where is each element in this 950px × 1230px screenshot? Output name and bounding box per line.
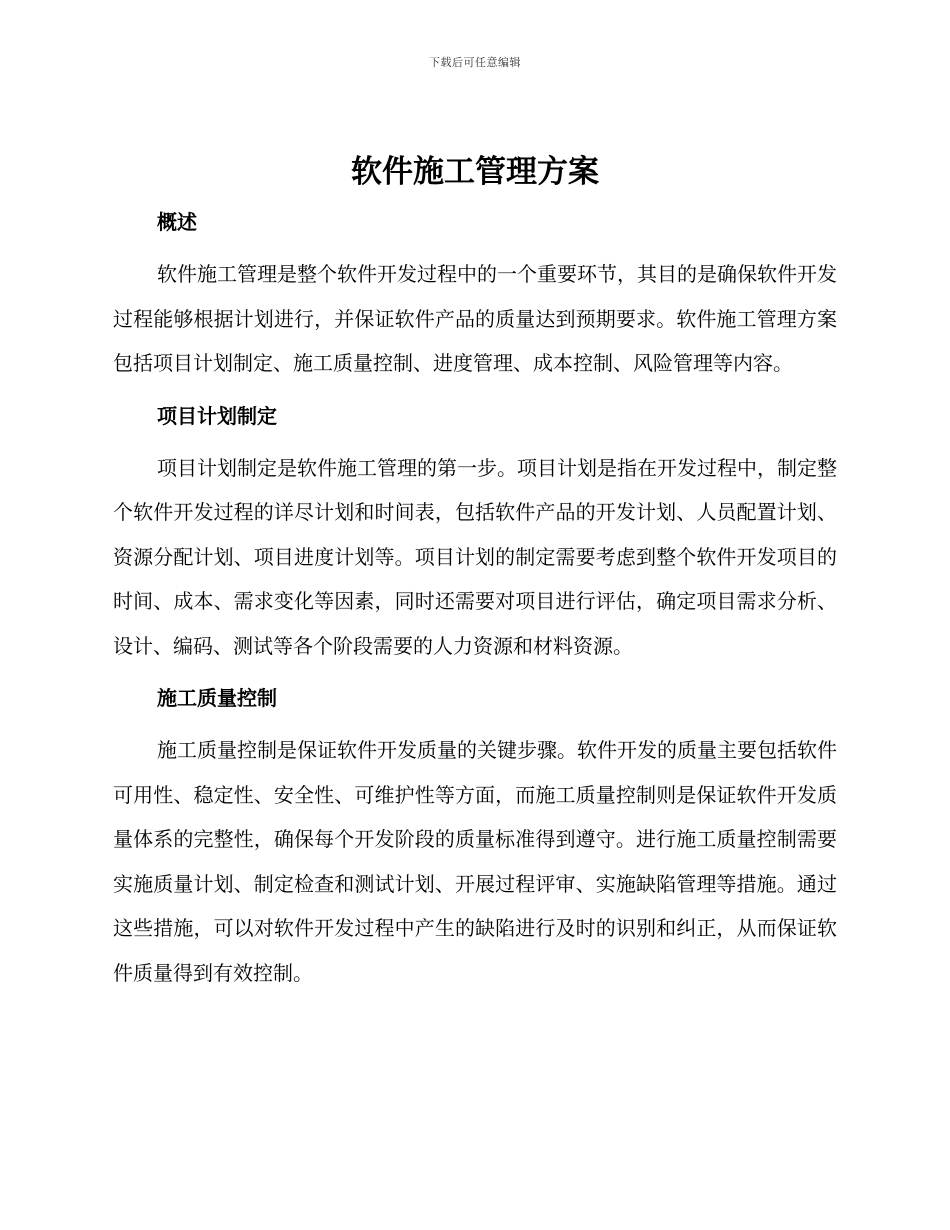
section-paragraph-quality-control: 施工质量控制是保证软件开发质量的关键步骤。软件开发的质量主要包括软件可用性、稳定性、安全性、可维护性等方面，而施工质量控制则是保证软件开发质量体系的完整性，确保每个开发阶段的质量标准得到遵守。进行施工质量控制需要实施质量计划、制定检查和测试计划、开展过程评审、实施缺陷管理等措施。通过这些措施，可以对软件开发过程中产生的缺陷进行及时的识别和纠正，从而保证软件质量得到有效控制。 <box>113 738 837 985</box>
section-quality-control <box>113 676 837 995</box>
header-note: 下载后可任意编辑 <box>429 56 521 69</box>
section-overview <box>113 200 837 386</box>
section-paragraph-overview: 软件施工管理是整个软件开发过程中的一个重要环节，其目的是确保软件开发过程能够根据计划进行，并保证软件产品的质量达到预期要求。软件施工管理方案包括项目计划制定、施工质量控制、进度管理、成本控制、风险管理等内容。 <box>113 262 837 375</box>
document-title: 软件施工管理方案 <box>351 154 599 190</box>
document-body <box>113 200 837 995</box>
section-heading-quality-control: 施工质量控制 <box>157 686 277 710</box>
section-paragraph-project-planning: 项目计划制定是软件施工管理的第一步。项目计划是指在开发过程中，制定整个软件开发过程的详尽计划和时间表，包括软件产品的开发计划、人员配置计划、资源分配计划、项目进度计划等。项目计划的制定需要考虑到整个软件开发项目的时间、成本、需求变化等因素，同时还需要对项目进行评估，确定项目需求分析、设计、编码、测试等各个阶段需要的人力资源和材料资源。 <box>113 455 837 658</box>
section-heading-overview: 概述 <box>157 210 197 234</box>
section-project-planning <box>113 394 837 669</box>
section-heading-project-planning: 项目计划制定 <box>157 403 277 428</box>
